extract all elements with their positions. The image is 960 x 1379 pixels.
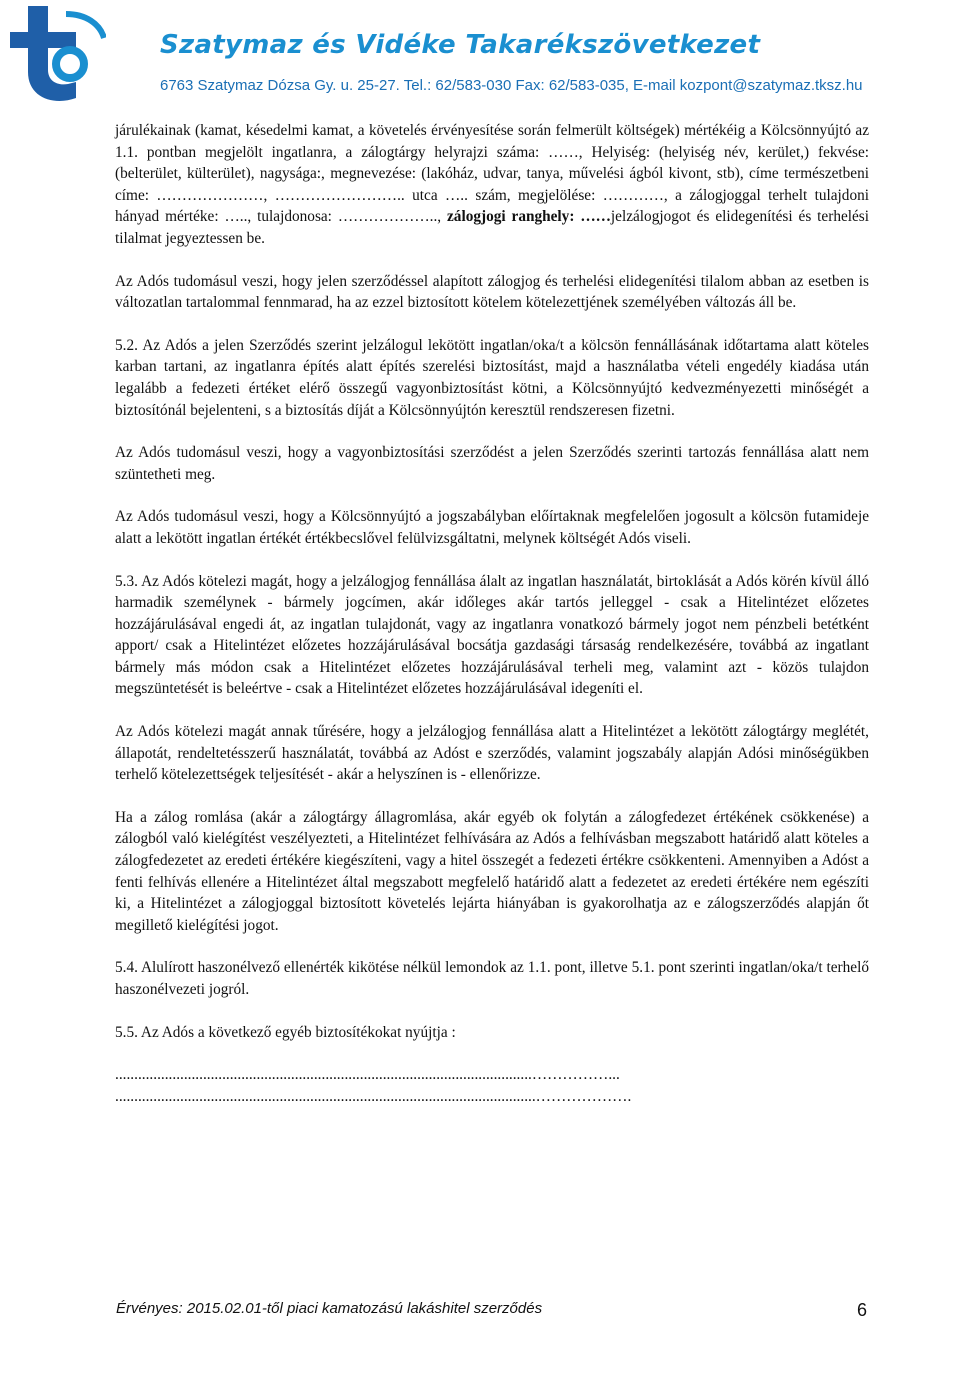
paragraph-5-4: 5.4. Alulírott haszonélvező ellenérték kikötése nélkül lemondok az 1.1. pont, illetve 5.1. pont szerinti ingatlan/oka/t terhelő haszonélvezeti jogról. (115, 959, 869, 998)
bank-name: Szatymaz és Vidéke Takarékszövetkezet (160, 30, 761, 60)
paragraph-5-5: 5.5. Az Adós a következő egyéb biztosítékokat nyújtja : (115, 1023, 456, 1041)
dotted-line: ..............................................................................................................………………. (115, 1087, 632, 1105)
paragraph-5-3: 5.3. Az Adós kötelezi magát, hogy a jelzálogjog fennállása álalt az ingatlan használatát, birtoklását a Adós körén kívül álló harmadik személynek - bármely jogcímen, akár időleges akár tartós jelleggel - csak a Hitelintézet előzetes hozzájárulásával engedi át, az ingatlan tulajdonát, vagy az ingatlanra vonatkozó bármely jogot nem pénzbeli betétként apport/ csak a Hitelintézet előzetes hozzájárulásával bocsátja gazdasági társaság rendelkezésére, továbbá az ingatlant bármely más módon csak a Hitelintézet előzetes hozzájárulásával terheli meg, valamint azt - közös tulajdon megszüntetését is beleértve - csak a Hitelintézet előzetes hozzájárulásával idegeníti el. (115, 572, 869, 698)
pledge-text: járulékainak (kamat, késedelmi kamat, a követelés érvényesítése során felmerült költségek) mértékéig a Kölcsönnyújtó az 1.1. pontban megjelölt ingatlanra, a zálogtárgy helyrajzi száma: ……, Helyiség: (helyiség név, kerület,) fekvése: (belterület, külterület), nagysága:, megnevezése: (lakóház, udvar, tanya, művelési ágból kivont, stb), címe természetbeni címe: …………………, …………………….. utca ….. szám, megjelölése: …………, a zálogjoggal terhelt tulajdoni hányad mértéke: ….., tulajdonosa: ……………….., (115, 122, 869, 226)
paragraph-insurance: Az Adós tudomásul veszi, hogy a vagyonbiztosítási szerződést a jelen Szerződés szerinti tartozás fennállása alatt nem szüntetheti meg. (115, 444, 869, 483)
footer-validity: Érvényes: 2015.02.01-től piaci kamatozású lakáshitel szerződés (116, 1300, 543, 1317)
paragraph-valuation: Az Adós tudomásul veszi, hogy a Kölcsönnyújtó a jogszabályban előírtaknak megfelelően jogosult a kölcsön futamideje alatt a lekötött ingatlan értékét értékbecslővel felülvizsgáltatni, melynek költségét Adós viseli. (115, 508, 869, 547)
page-number: 6 (857, 1300, 868, 1320)
paragraph-inspection: Az Adós kötelezi magát annak tűrésére, hogy a jelzálogjog fennállása alatt a Hitelintézet a lekötött zálogtárgy meglétét, állapotát, rendeltetésszerű használatát, továbbá az Adóst e szerződés, valamint jogszabály alapján Adósi minőségükben terhelő kötelezettségek teljesítését - akár a helyszínen is - ellenőrizze. (115, 723, 869, 784)
paragraph-deterioration: Ha a zálog romlása (akár a zálogtárgy állagromlása, akár egyéb ok folytán a zálogfedezet értékének csökkenése) a zálogból való kielégítést veszélyezteti, a Hitelintézet felhívására az Adós a felhívásban megszabott határidő alatt köteles a zálogfedezetet az eredeti értékére kiegészíteni, vagy a hitel összegét a fedezeti értékre csökkenteni. Amennyiben a Adóst a fenti felhívás ellenére a Hitelintézet által megszabott megfelelő határidő alatt a fedezetet az eredeti értékére nem egészíti ki, a Hitelintézet a zálogjoggal biztosított követelés lejárta hiányában is gyakorolhatja az e zálogszerződés alapján őt megillető kielégítési jogot. (115, 808, 869, 934)
bank-address: 6763 Szatymaz Dózsa Gy. u. 25-27. Tel.: 62/583-030 Fax: 62/583-035, E-mail kozpont@szatymaz.tksz.hu (160, 77, 863, 94)
paragraph-pledge-details (115, 120, 869, 250)
document-body (115, 120, 869, 1107)
tksz-logo-icon (6, 4, 106, 104)
paragraph-pledge-persistence: Az Adós tudomásul veszi, hogy jelen szerződéssel alapított zálogjog és terhelési elidegenítési tilalom abban az esetben is változatlan tartalommal fennmarad, ha az ezzel biztosított kötelem kötelezettjének személyében változás áll be. (115, 272, 869, 312)
dotted-line: .............................................................................................................……………... (115, 1066, 620, 1084)
pledge-text-end: jelzálogjogot és elidegenítési és terhelési tilalmat jegyeztessen be. (115, 208, 869, 247)
pledge-rank: zálogjogi ranghely: …… (447, 208, 611, 226)
paragraph-5-2: 5.2. Az Adós a jelen Szerződés szerint jelzálogul lekötött ingatlan/oka/t a kölcsön fennállásának időtartama alatt köteles karban tartani, az ingatlanra építés alatt építés szerelési biztosítást, majd a használatba vételi engedély kiadása után legalább a fedezeti értéket elérő összegű vagyonbiztosítást kötni, a Kölcsönnyújtó kedvezményezetti minőségét a biztosítónál bejelenteni, s a biztosítás díját a Kölcsönnyújtón keresztül rendszeresen fizetni. (115, 336, 869, 419)
letterhead (0, 0, 960, 110)
